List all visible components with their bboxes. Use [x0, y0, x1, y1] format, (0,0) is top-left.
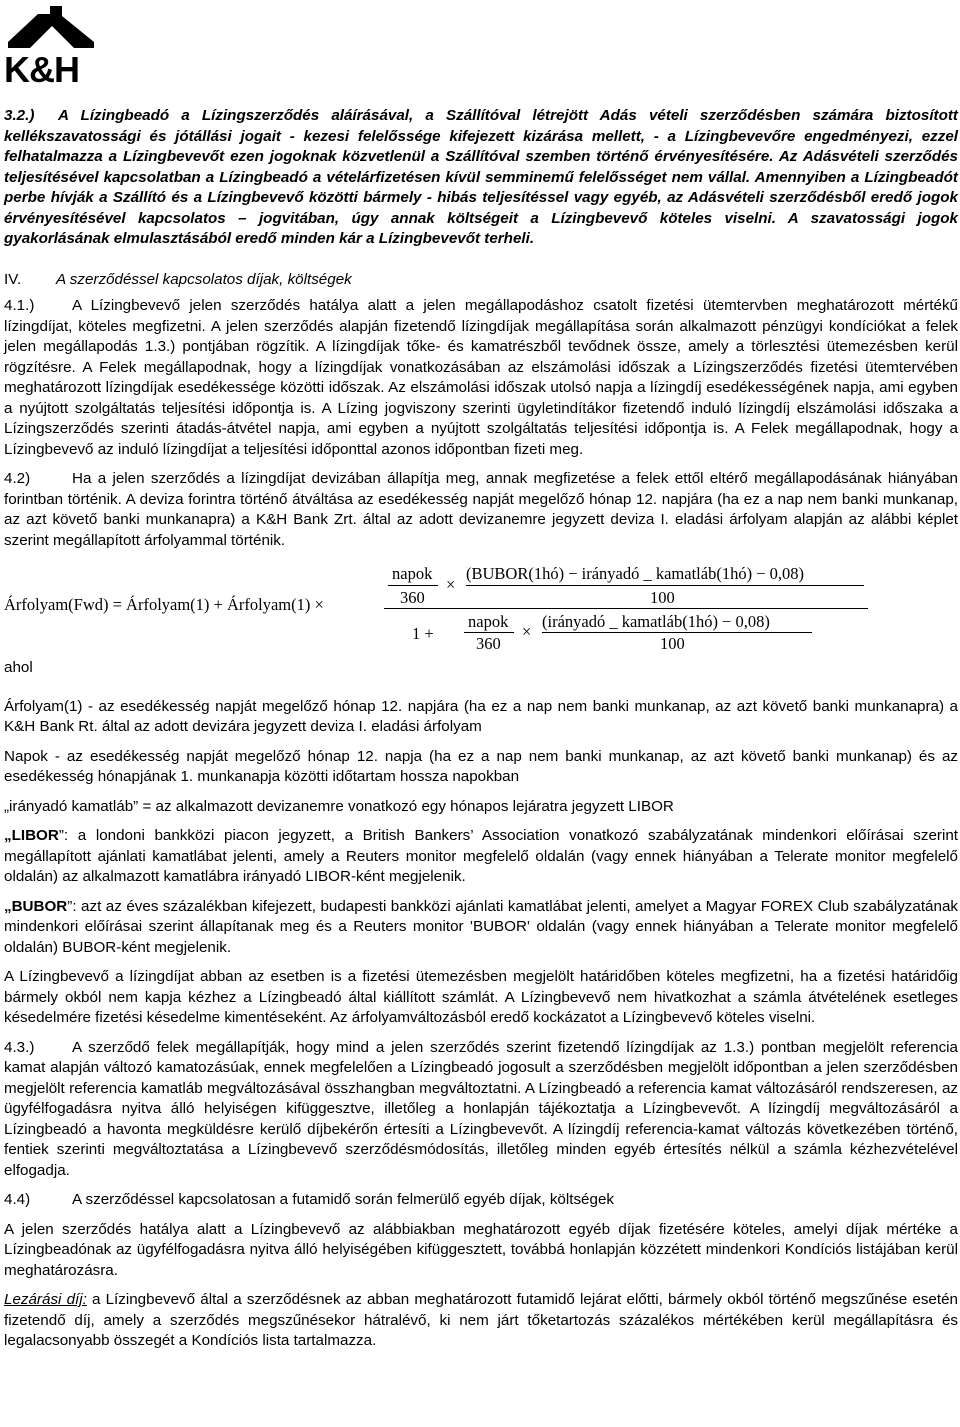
- definition-iranyado: „irányadó kamatláb” = az alkalmazott devizanemre vonatkozó egy hónapos lejáratra jegyzett LIBOR: [4, 797, 674, 815]
- section-3-2: [4, 106, 958, 250]
- formula-den-d: 100: [660, 634, 685, 653]
- formula-num-b: (BUBOR(1hó) − irányadó _ kamatláb(1hó) − 0,08): [466, 564, 805, 583]
- chapter-title: A szerződéssel kapcsolatos díjak, költségek: [56, 270, 352, 288]
- bubor-term: „BUBOR: [4, 897, 68, 915]
- section-number: 4.3.): [4, 1038, 35, 1056]
- formula-times-c: ×: [522, 622, 532, 641]
- kh-logo: [4, 2, 110, 90]
- libor-text: ”: a londoni bankközi piacon jegyzett, a British Bankers’ Association vonatkozó szabályzatának mindenkori előírásai szerint megállapított ajánlati kamatlábat jelenti, amely a Reuters monitor megfelelő oldalán (vagy ennek hiányában a Telerate monitor megfelelő oldalán) az alkalmazott kamatlábra irányadó LIBOR-ként megjelenik.: [4, 827, 958, 885]
- main-fraction-line: [384, 608, 868, 609]
- formula-den-a: 360: [400, 588, 425, 607]
- chapter-heading: [4, 270, 958, 291]
- section-4-3: [4, 1038, 958, 1182]
- definition-arfolyam: Árfolyam(1) - az esedékesség napját megelőző hónap 12. napjára (ha ez a nap nem banki munkanap, az azt követő banki munkanapra) a K&H Bank Rt. által az adott devizára jegyzett deviza I. eladási árfolyam: [4, 697, 958, 735]
- document-body: [4, 106, 958, 1361]
- fraction-line: [542, 632, 812, 633]
- paragraph-text: Az Adásvételi szerződés teljesítésével kapcsolatban a Lízingbeadó a vételárfizetésen kívül semminemű felelősséget nem vállal.: [4, 148, 958, 186]
- chapter-number: IV.: [4, 270, 22, 288]
- closing-fee-text: a Lízingbevevő által a szerződésnek az abban meghatározott futamidő lejárat előtti, bármely okból történő megszűnése esetén fizetendő díj, amely a szerződés megszűnésekor hátralévő, ki nem járt tőketartozás százalékos mértékében kerül megállapításra és legalacsonyabb összegét a Kondíciós lista tartalmazza.: [4, 1291, 958, 1349]
- section-4-4-heading: [4, 1190, 958, 1211]
- definition-napok: Napok - az esedékesség napját megelőző hónap 12. napja (ha ez a nap nem banki munkanap, az azt követő banki munkanap) és az esedékesség hónapjának 1. munkanapja közötti időtartam hossza napokban: [4, 747, 958, 785]
- logo-emblem-icon: [4, 2, 110, 52]
- paragraph-text: Ha a jelen szerződés a lízingdíjat devizában állapítja meg, annak megfizetése a felek ettől eltérő megállapodásának hiányában forintban történik. A deviza forintra történő átváltása az esedékesség napját megelőző hónap 12. napjára (ha ez a nap nem banki munkanap, az azt követő banki munkanapra) a K&H Bank Zrt. által az adott devizanemre jegyzett deviza I. eladási árfolyam alapján az alábbi képlet szerint megállapított árfolyammal történik.: [4, 470, 958, 549]
- libor-term: „LIBOR: [4, 827, 59, 844]
- formula-lhs: Árfolyam(Fwd) = Árfolyam(1) + Árfolyam(1) ×: [4, 595, 324, 614]
- fraction-line: [464, 632, 514, 633]
- definition-bubor: [4, 897, 958, 959]
- bubor-text: ”: azt az éves százalékban kifejezett, budapesti bankközi ajánlati kamatlábat jelenti, amelyet a Magyar FOREX Club szabályzatának mindenkori előírásai szerint állapítanak meg és a Reuters monitor 'BUBOR' oldalán (vagy ennek hiányában a Telerate monitor megfelelő oldalán) BUBOR-ként megjelenik.: [4, 897, 958, 956]
- section-number: 4.2): [4, 470, 31, 487]
- exchange-rate-formula: [4, 560, 958, 653]
- paragraph-text: A Lízingbevevő jelen szerződés hatálya alatt a jelen megállapodáshoz csatolt fizetési ütemtervben meghatározott mértékű lízingdíjat, köteles megfizetni. A jelen szerződés alapján fizetendő lízingdíjak megállapítása során alkalmazott pénzügyi kondíciókat a felek jelen megállapodás 1.3.) pontjában rögzítik. A lízingdíjak tőke- és kamatrészből tevődnek össze, amely a törlesztési ütemezésben kerül rögzítésre. A Felek megállapodnak, hogy a lízingdíjak vonatkozásában az elszámolási időszak a Lízingszerződés fizetési ütemtervében meghatározott lízingdíjak esedékessége közötti időszak. Az elszámolási időszak utolsó napja a lízingdíj esedékességének napja, ami egyben a nyújtott szolgáltatás teljesítési időpontja is. A Lízing jogviszony szerinti ügyletindítákor fizetendő induló lízingdíj elszámolási időszaka a Lízingszerződés szerinti átadás-átvétel napja, ami egyben a nyújtott szolgáltatás teljesítési időpontja is. A Felek megállapodnak, hogy a Lízingbevevő az induló lízingdíjat a teljesítési időponttal azonos időpontban fizeti meg.: [4, 297, 958, 458]
- section-title: A szerződéssel kapcsolatosan a futamidő során felmerülő egyéb díjak, költségek: [72, 1191, 614, 1208]
- formula-den-b: 100: [650, 588, 675, 607]
- section-4-1: [4, 296, 958, 460]
- formula-num-c: napok: [468, 612, 509, 631]
- section-4-2: [4, 469, 958, 551]
- section-number: 4.4): [4, 1191, 31, 1208]
- logo-text: K&H: [4, 49, 79, 90]
- closing-fee-term: Lezárási díj:: [4, 1291, 87, 1308]
- section-number: 3.2.): [4, 107, 35, 124]
- fees-paragraph: A jelen szerződés hatálya alatt a Lízingbevevő az alábbiakban meghatározott egyéb díjak fizetésére köteles, amelyi díjak mértéke a Lízingbeadónak az ügyfélfogadásra nyitva álló helyiségében kifüggesztett, továbbá honlapján közzétett mindenkori Kondíciós listájában kerül meghatározásra.: [4, 1220, 958, 1279]
- formula-num-a: napok: [392, 564, 433, 583]
- paragraph-text: Amennyiben a Lízingbeadót perbe hívják a Szállító és a Lízingbevevő közötti bármely - hibás teljesítéssel vagy egyéb, az Adásvételi szerződésből eredő jogok érvényesítésével kapcsolatos – jogvitában, úgy annak költségeit a Lízingbevevő köteles viselni.: [4, 168, 958, 227]
- formula-one-plus: 1 +: [412, 624, 434, 643]
- ahol-label: ahol: [4, 659, 33, 676]
- closing-fee-paragraph: [4, 1290, 958, 1352]
- paragraph-text: A szerződő felek megállapítják, hogy mind a jelen szerződés szerint fizetendő lízingdíjak az 1.3.) pontban megjelölt referencia kamat alapján változó kamatozásúak, ennek megfelelően a Lízingbeadó jogosult a szerződésben megjelölt időpontban a jelen szerződésben megjelölt referencia kamatláb megváltozásával összhangban megváltoztatni. A Lízingbeadó a referencia kamat változásáról rendszeresen, az ügyfélfogadásra nyitva álló helyiségen kifüggesztve, illetőleg a honlapján tájékoztatja a Lízingbevevőt. A lízingdíj megváltozásáról a Lízingbeadó a havonta megküldésre kerülő díjbekérőn értesíti a Lízingbevevőt. A lízingdíj referencia-kamat változás következében történő, fentiek szerinti megváltoztatása a Lízingbevevő szerződésmódosítás, illetőleg minden egyéb értesítés nélkül a számla kézhezvételével elfogadja.: [4, 1038, 958, 1179]
- formula-den-c: 360: [476, 634, 501, 653]
- fraction-line: [466, 585, 864, 586]
- formula-num-d: (irányadó _ kamatláb(1hó) − 0,08): [542, 612, 770, 631]
- late-payment-paragraph: A Lízingbevevő a lízingdíjat abban az esetben is a fizetési ütemezésben megjelölt határidőben köteles megfizetni, ha a fizetési határidőig bármely okból nem kapja kézhez a Lízingbeadó által kiállított számlát. A Lízingbevevő nem hivatkozhat a számla átvételének esetleges késedelmére fizetési késedelme kimentéseként. Az árfolyamváltozásból eredő kockázatot a Lízingbevevő köteles viselni.: [4, 968, 958, 1026]
- paragraph-text: A Lízingbeadó a Lízingszerződés aláírásával, a Szállítóval létrejött Adás vételi szerződésben számára biztosított kellékszavatossági és jótállási jogait - kezesi felelőssége kifejezett kizárása mellett, - a Lízingbevevőre engedményezi, ezzel felhatalmazza a Lízingbevevőt ezen jogoknak közvetlenül a Szállítóval szemben történő érvényesítésére.: [4, 107, 958, 165]
- section-number: 4.1.): [4, 297, 35, 314]
- formula-times-a: ×: [446, 575, 456, 594]
- definition-libor: [4, 826, 958, 888]
- paragraph-text: A szavatossági jogok gyakorlásának elmulasztásából eredő minden kár a Lízingbevevőt terheli.: [4, 209, 958, 247]
- fraction-line: [388, 585, 438, 586]
